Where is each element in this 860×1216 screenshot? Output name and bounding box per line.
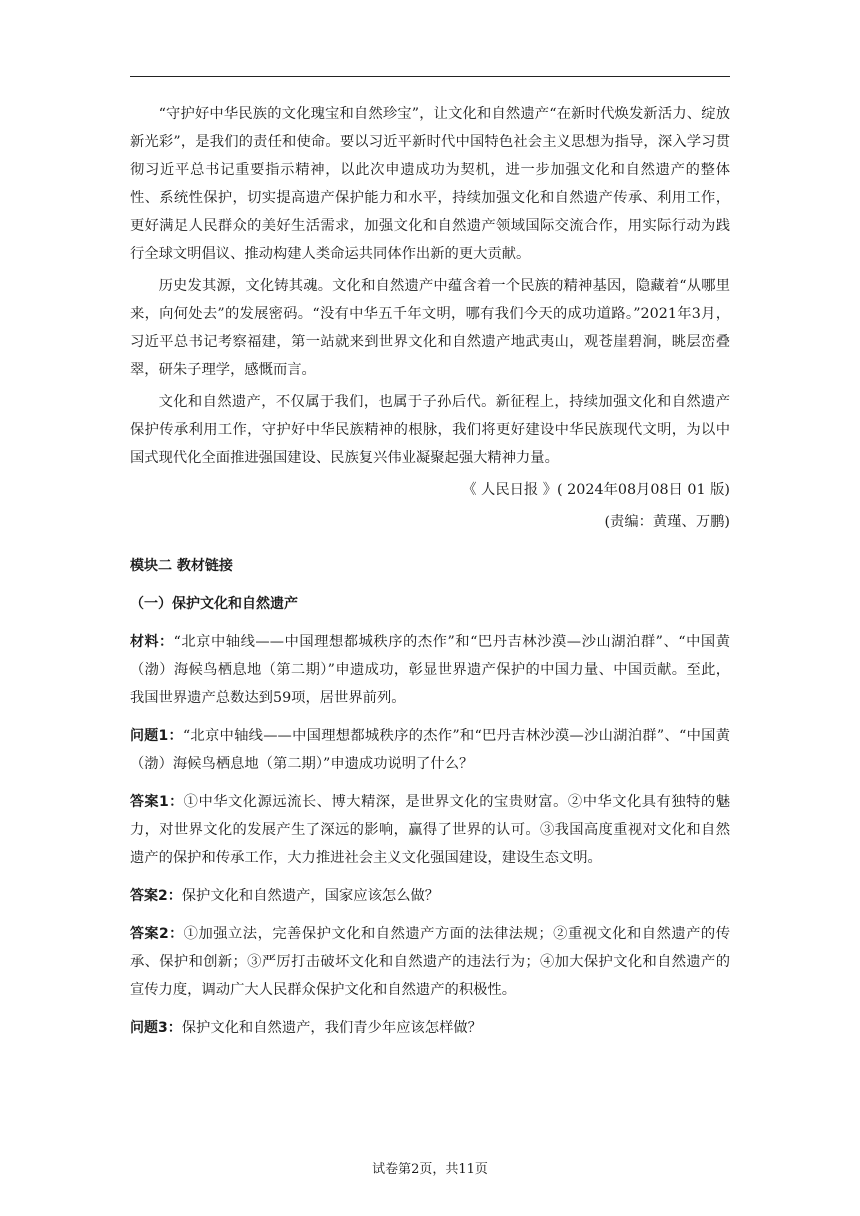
item-text: 保护文化和自然遗产，我们青少年应该怎样做？ [181,1020,482,1036]
article-paragraph: 文化和自然遗产，不仅属于我们，也属于子孙后代。新征程上，持续加强文化和自然遗产保护传承利用工作，守护好中华民族精神的根脉，我们将更好建设中华民族现代文明，为以中国式现代化全面推进强国建设、民族复兴伟业凝聚起强大精神力量。 [130,394,730,466]
article-source: 《 人民日报 》( 2024年08月08日 01 版) [462,482,730,498]
item-label: 材料： [130,634,174,650]
section-title: （一）保护文化和自然遗产 [130,596,298,612]
item-text: 保护文化和自然遗产，国家应该怎么做？ [181,888,440,904]
page-content [130,100,730,1042]
answer-item [130,788,730,872]
question-item [130,1014,730,1042]
question-item [130,882,730,910]
item-text: “北京中轴线——中国理想都城秩序的杰作”和“巴丹吉林沙漠—沙山湖泊群”、“中国黄（渤）海候鸟栖息地（第二期）”申遗成功，彰显世界遗产保护的中国力量、中国贡献。至此，我国世界遗产总数达到59项，居世界前列。 [130,634,731,706]
article-editor: (责编：黄瑾、万鹏) [604,514,730,530]
item-text: ①中华文化源远流长、博大精深，是世界文化的宝贵财富。②中华文化具有独特的魅力，对世界文化的发展产生了深远的影响，赢得了世界的认可。③我国高度重视对文化和自然遗产的保护和传承工作，大力推进社会主义文化强国建设，建设生态文明。 [130,794,730,866]
article-paragraph: “守护好中华民族的文化瑰宝和自然珍宝”，让文化和自然遗产“在新时代焕发新活力、绽放新光彩”，是我们的责任和使命。要以习近平新时代中国特色社会主义思想为指导，深入学习贯彻习近平总书记重要指示精神，以此次申遗成功为契机，进一步加强文化和自然遗产的整体性、系统性保护，切实提高遗产保护能力和水平，持续加强文化和自然遗产传承、利用工作，更好满足人民群众的美好生活需求，加强文化和自然遗产领域国际交流合作，用实际行动为践行全球文明倡议、推动构建人类命运共同体作出新的更大贡献。 [130,106,730,262]
item-text: ①加强立法，完善保护文化和自然遗产方面的法律法规；②重视文化和自然遗产的传承、保护和创新；③严厉打击破坏文化和自然遗产的违法行为；④加大保护文化和自然遗产的宣传力度，调动广大人民群众保护文化和自然遗产的积极性。 [130,926,730,998]
material-item [130,628,730,712]
header-rule [130,76,730,77]
item-label: 答案2： [130,888,182,904]
item-label: 问题3： [130,1020,182,1036]
item-text: “北京中轴线——中国理想都城秩序的杰作”和“巴丹吉林沙漠—沙山湖泊群”、“中国黄（渤）海候鸟栖息地（第二期）”申遗成功说明了什么？ [130,728,730,772]
article-paragraph: 历史发其源，文化铸其魂。文化和自然遗产中蕴含着一个民族的精神基因，隐藏着“从哪里来，向何处去”的发展密码。“没有中华五千年文明，哪有我们今天的成功道路。”2021年3月，习近平总书记考察福建，第一站就来到世界文化和自然遗产地武夷山，观苍崖碧涧，眺层峦叠翠，研朱子理学，感慨而言。 [130,278,730,378]
item-label: 问题1： [130,728,183,744]
answer-item [130,920,730,1004]
module-title: 模块二 教材链接 [130,558,233,574]
item-label: 答案1： [130,794,184,810]
page-footer: 试卷第2页，共11页 [372,1162,488,1177]
item-label: 答案2： [130,926,184,942]
question-item [130,722,730,778]
